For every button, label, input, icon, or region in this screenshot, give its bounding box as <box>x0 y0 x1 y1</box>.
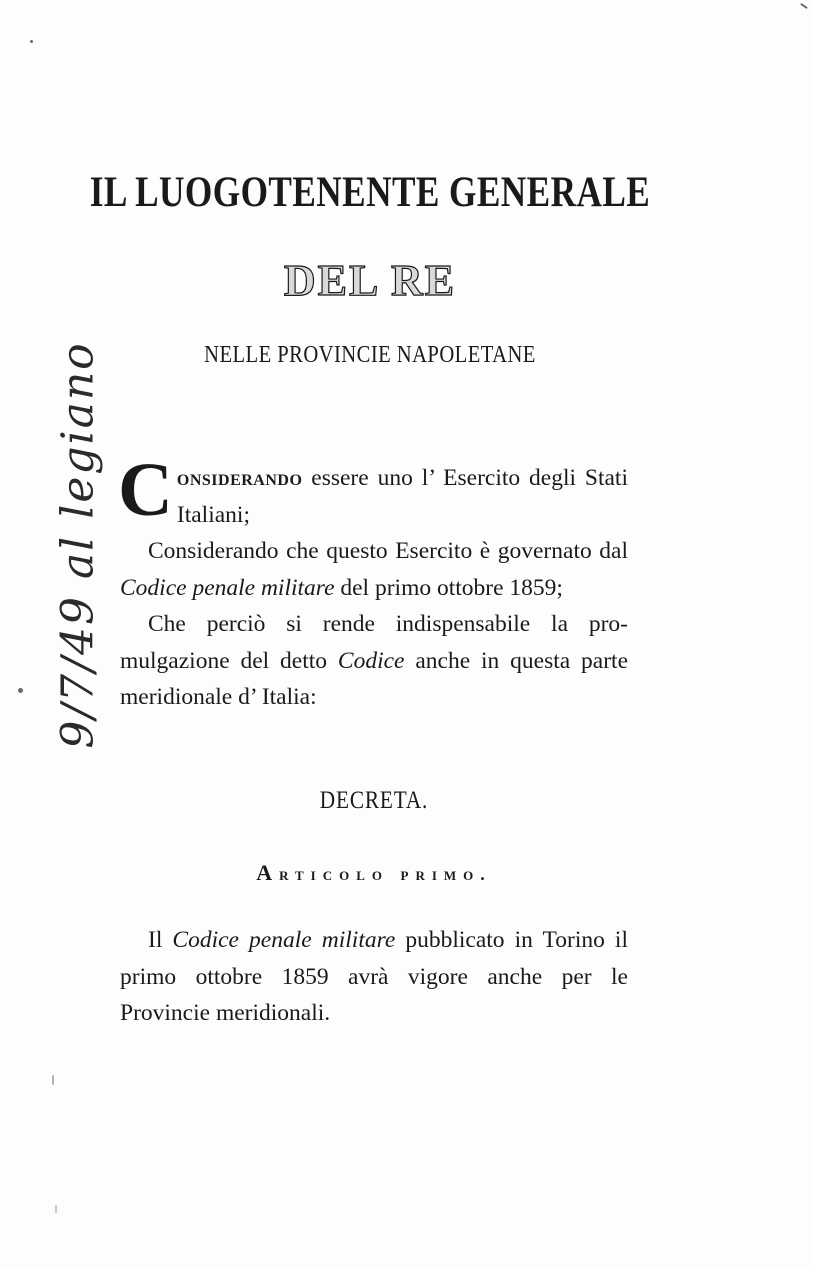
paragraph-3-text-b: anche in questa parte meridionale d’ Italia: <box>120 647 628 710</box>
paper-speck <box>18 688 23 693</box>
document-title: IL LUOGOTENENTE GENERALE <box>89 169 651 216</box>
paragraph-3-text-a: Che perciò si rende indispensabile la promulgazione del detto <box>120 611 628 674</box>
paragraph-2-code-title: Codice penale militare <box>120 574 335 601</box>
paper-speck <box>30 40 33 43</box>
paper-speck <box>800 3 808 9</box>
paper-speck <box>55 1205 57 1213</box>
preamble-paragraph-3 <box>120 606 628 716</box>
article-paragraph <box>120 922 628 1032</box>
paragraph-2-text-b: del primo ottobre 1859; <box>334 574 563 601</box>
first-word: onsiderando <box>176 465 303 491</box>
document-region: NELLE PROVINCIE NAPOLETANE <box>204 342 536 368</box>
article-code-title: Codice penale militare <box>172 927 396 953</box>
article-heading <box>120 860 628 886</box>
paragraph-2-text-a: Considerando che questo Esercito è governato dal <box>148 538 628 564</box>
paper-speck <box>52 1075 54 1085</box>
handwritten-note: 9/7/49 al legiano <box>52 341 104 749</box>
preamble-paragraph-2 <box>120 533 628 606</box>
drop-cap: C <box>118 448 173 532</box>
paragraph-1-text: essere uno l’ Esercito degli Stati Italiani; <box>176 465 628 528</box>
article-heading-rest: rticolo primo. <box>279 864 492 884</box>
preamble-paragraph-1 <box>118 448 628 533</box>
document-subtitle: DEL RE <box>283 256 457 305</box>
article-heading-initial: A <box>256 860 280 885</box>
article-text-b: pubblicato in Torino il primo ottobre 1859 avrà vigore anche per le Provincie meridionali. <box>120 927 628 1026</box>
preamble <box>118 448 628 716</box>
paragraph-3-code-title: Codice <box>337 647 405 674</box>
decree-heading: DECRETA. <box>319 787 429 814</box>
article-text <box>120 922 628 1032</box>
article-text-a: Il <box>148 927 173 953</box>
